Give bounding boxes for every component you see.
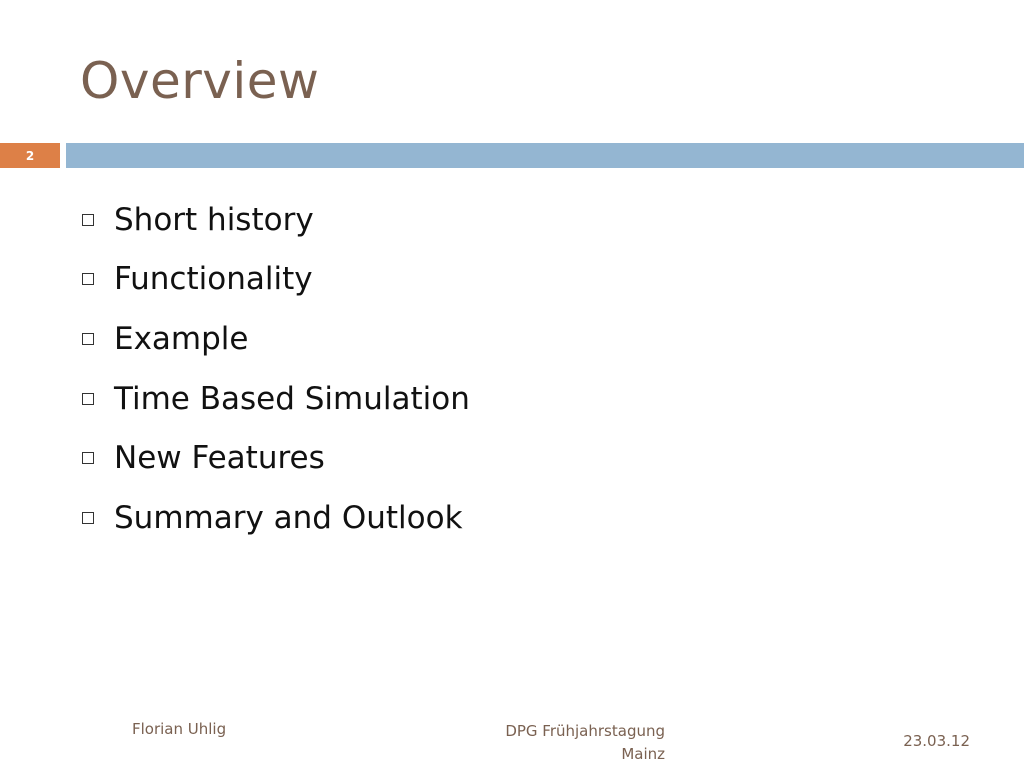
bullet-text: Example	[114, 320, 249, 357]
square-bullet-icon	[82, 333, 94, 345]
footer-author: Florian Uhlig	[132, 720, 227, 738]
bullet-text: New Features	[114, 440, 325, 477]
bullet-text: Summary and Outlook	[114, 499, 463, 536]
list-item	[82, 428, 470, 488]
list-item	[82, 250, 470, 310]
list-item	[82, 309, 470, 369]
list-item	[82, 190, 470, 250]
footer-event-line1: DPG Frühjahrstagung	[505, 722, 665, 740]
slide-number: 2	[25, 148, 35, 163]
list-item	[82, 369, 470, 429]
bullet-list	[82, 190, 470, 548]
square-bullet-icon	[82, 214, 94, 226]
square-bullet-icon	[82, 393, 94, 405]
footer-event-line2: Mainz	[621, 745, 665, 763]
header-rule-bar	[66, 143, 1024, 168]
footer-date: 23.03.12	[903, 732, 970, 750]
square-bullet-icon	[82, 273, 94, 285]
bullet-text: Functionality	[114, 261, 313, 298]
square-bullet-icon	[82, 512, 94, 524]
bullet-text: Time Based Simulation	[114, 380, 470, 417]
square-bullet-icon	[82, 452, 94, 464]
slide-title: Overview	[80, 52, 320, 110]
bullet-text: Short history	[114, 201, 314, 238]
list-item	[82, 488, 470, 548]
footer-event	[420, 720, 665, 766]
slide-number-badge	[0, 143, 60, 168]
